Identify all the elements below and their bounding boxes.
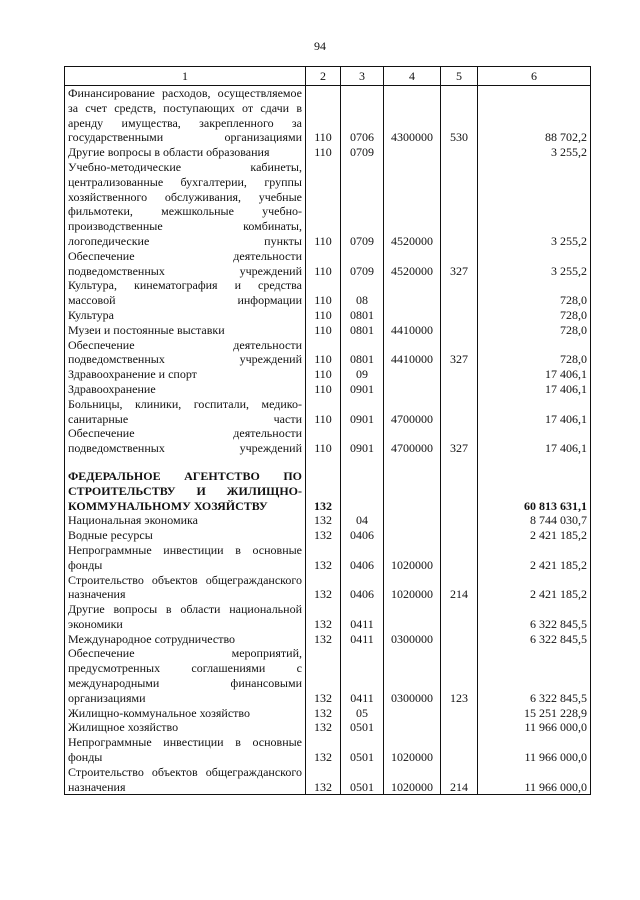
target-code-cell: [384, 513, 441, 528]
name-cell: Другие вопросы в области образования: [65, 145, 306, 160]
table-row: [65, 145, 591, 160]
ministry-code-cell: 110: [306, 397, 341, 427]
name-cell: Больницы, клиники, госпитали, медико-санитарные части: [65, 397, 306, 427]
amount-cell: 11 966 000,0: [478, 735, 591, 765]
target-code-cell: [384, 706, 441, 721]
ministry-code-cell: 110: [306, 160, 341, 249]
table-row: [65, 160, 591, 249]
table-row: [65, 646, 591, 705]
name-cell: Жилищно-коммунальное хозяйство: [65, 706, 306, 721]
section-code-cell: 0406: [341, 573, 384, 603]
name-cell: Культура: [65, 308, 306, 323]
amount-cell: 728,0: [478, 323, 591, 338]
expense-type-cell: 530: [441, 86, 478, 146]
ministry-code-cell: 132: [306, 513, 341, 528]
spacer-cell: [441, 456, 478, 469]
section-code-cell: 09: [341, 367, 384, 382]
target-code-cell: [384, 145, 441, 160]
table-row: [65, 735, 591, 765]
amount-cell: 6 322 845,5: [478, 632, 591, 647]
target-code-cell: 4410000: [384, 338, 441, 368]
target-code-cell: [384, 278, 441, 308]
ministry-code-cell: 132: [306, 632, 341, 647]
ministry-code-cell: 132: [306, 646, 341, 705]
ministry-code-cell: 132: [306, 469, 341, 513]
table-row: [65, 528, 591, 543]
amount-cell: 3 255,2: [478, 160, 591, 249]
name-cell: Культура, кинематография и средства массовой информации: [65, 278, 306, 308]
expense-type-cell: [441, 602, 478, 632]
section-code-cell: 0411: [341, 632, 384, 647]
name-cell: Международное сотрудничество: [65, 632, 306, 647]
target-code-cell: 4700000: [384, 397, 441, 427]
ministry-code-cell: 110: [306, 86, 341, 146]
name-cell: Жилищное хозяйство: [65, 720, 306, 735]
page-number: 94: [314, 39, 326, 53]
expense-type-cell: [441, 367, 478, 382]
expense-type-cell: 214: [441, 765, 478, 795]
table-row: [65, 86, 591, 146]
table-row: [65, 543, 591, 573]
amount-cell: 728,0: [478, 278, 591, 308]
section-code-cell: 08: [341, 278, 384, 308]
ministry-code-cell: 132: [306, 706, 341, 721]
section-code-cell: 0501: [341, 735, 384, 765]
expense-type-cell: 327: [441, 338, 478, 368]
name-cell: ФЕДЕРАЛЬНОЕ АГЕНТСТВО ПО СТРОИТЕЛЬСТВУ И ЖИЛИЩНО-КОММУНАЛЬНОМУ ХОЗЯЙСТВУ: [65, 469, 306, 513]
table-row: [65, 323, 591, 338]
expense-type-cell: 123: [441, 646, 478, 705]
name-cell: Непрограммные инвестиции в основные фонды: [65, 543, 306, 573]
table-row: [65, 426, 591, 456]
name-cell: Здравоохранение и спорт: [65, 367, 306, 382]
name-cell: Обеспечение деятельности подведомственных учреждений: [65, 249, 306, 279]
expense-type-cell: 327: [441, 249, 478, 279]
header-col-2: 2: [306, 67, 341, 86]
name-cell: Строительство объектов общегражданского назначения: [65, 573, 306, 603]
expense-type-cell: [441, 543, 478, 573]
section-code-cell: 0801: [341, 323, 384, 338]
ministry-code-cell: 132: [306, 573, 341, 603]
expense-type-cell: [441, 469, 478, 513]
expense-type-cell: [441, 397, 478, 427]
expense-type-cell: [441, 278, 478, 308]
target-code-cell: [384, 382, 441, 397]
expense-type-cell: [441, 382, 478, 397]
name-cell: Строительство объектов общегражданского назначения: [65, 765, 306, 795]
section-code-cell: 0801: [341, 338, 384, 368]
expense-type-cell: [441, 160, 478, 249]
expense-type-cell: [441, 308, 478, 323]
amount-cell: 88 702,2: [478, 86, 591, 146]
header-col-1: 1: [65, 67, 306, 86]
amount-cell: 8 744 030,7: [478, 513, 591, 528]
spacer-cell: [306, 456, 341, 469]
header-col-4: 4: [384, 67, 441, 86]
section-code-cell: 0501: [341, 765, 384, 795]
section-code-cell: 0709: [341, 145, 384, 160]
amount-cell: 728,0: [478, 338, 591, 368]
section-row: [65, 469, 591, 513]
expense-type-cell: 327: [441, 426, 478, 456]
target-code-cell: 4520000: [384, 249, 441, 279]
table-row: [65, 308, 591, 323]
amount-cell: 3 255,2: [478, 249, 591, 279]
target-code-cell: 1020000: [384, 735, 441, 765]
spacer-cell: [65, 456, 306, 469]
expense-type-cell: [441, 735, 478, 765]
table-row: [65, 706, 591, 721]
target-code-cell: [384, 469, 441, 513]
table-row: [65, 397, 591, 427]
ministry-code-cell: 110: [306, 426, 341, 456]
table-row: [65, 382, 591, 397]
amount-cell: 11 966 000,0: [478, 720, 591, 735]
section-code-cell: 0901: [341, 382, 384, 397]
section-code-cell: 0501: [341, 720, 384, 735]
amount-cell: 17 406,1: [478, 397, 591, 427]
ministry-code-cell: 110: [306, 308, 341, 323]
budget-table: [64, 66, 591, 795]
header-col-6: 6: [478, 67, 591, 86]
table-row: [65, 602, 591, 632]
ministry-code-cell: 110: [306, 249, 341, 279]
name-cell: Обеспечение мероприятий, предусмотренных соглашениями с международными финансовыми организациями: [65, 646, 306, 705]
target-code-cell: 4700000: [384, 426, 441, 456]
target-code-cell: 4300000: [384, 86, 441, 146]
name-cell: Музеи и постоянные выставки: [65, 323, 306, 338]
ministry-code-cell: 110: [306, 278, 341, 308]
table-row: [65, 513, 591, 528]
section-code-cell: 0709: [341, 160, 384, 249]
section-code-cell: 0406: [341, 528, 384, 543]
section-code-cell: 0801: [341, 308, 384, 323]
ministry-code-cell: 110: [306, 367, 341, 382]
section-code-cell: 0406: [341, 543, 384, 573]
ministry-code-cell: 132: [306, 720, 341, 735]
ministry-code-cell: 132: [306, 543, 341, 573]
expense-type-cell: [441, 528, 478, 543]
ministry-code-cell: 132: [306, 528, 341, 543]
table-row: [65, 367, 591, 382]
name-cell: Другие вопросы в области национальной экономики: [65, 602, 306, 632]
amount-cell: 728,0: [478, 308, 591, 323]
table-header: [65, 67, 591, 86]
ministry-code-cell: 132: [306, 602, 341, 632]
amount-cell: 6 322 845,5: [478, 646, 591, 705]
target-code-cell: 1020000: [384, 543, 441, 573]
spacer-row: [65, 456, 591, 469]
expense-type-cell: [441, 145, 478, 160]
expense-type-cell: [441, 632, 478, 647]
target-code-cell: 1020000: [384, 573, 441, 603]
table-row: [65, 573, 591, 603]
amount-cell: 60 813 631,1: [478, 469, 591, 513]
section-code-cell: 0709: [341, 249, 384, 279]
amount-cell: 11 966 000,0: [478, 765, 591, 795]
target-code-cell: [384, 602, 441, 632]
spacer-cell: [384, 456, 441, 469]
table-row: [65, 278, 591, 308]
amount-cell: 17 406,1: [478, 382, 591, 397]
target-code-cell: [384, 720, 441, 735]
spacer-cell: [341, 456, 384, 469]
section-code-cell: 0411: [341, 602, 384, 632]
name-cell: Здравоохранение: [65, 382, 306, 397]
name-cell: Финансирование расходов, осуществляемое за счет средств, поступающих от сдачи в аренду имущества, закрепленного за государственными организациями: [65, 86, 306, 146]
section-code-cell: 0901: [341, 397, 384, 427]
expense-type-cell: [441, 323, 478, 338]
section-code-cell: 05: [341, 706, 384, 721]
section-code-cell: 0901: [341, 426, 384, 456]
target-code-cell: [384, 308, 441, 323]
table-row: [65, 720, 591, 735]
expense-type-cell: [441, 720, 478, 735]
spacer-cell: [478, 456, 591, 469]
name-cell: Непрограммные инвестиции в основные фонды: [65, 735, 306, 765]
ministry-code-cell: 110: [306, 323, 341, 338]
target-code-cell: 4520000: [384, 160, 441, 249]
table-row: [65, 249, 591, 279]
table-row: [65, 632, 591, 647]
table-row: [65, 765, 591, 795]
expense-type-cell: 214: [441, 573, 478, 603]
name-cell: Обеспечение деятельности подведомственных учреждений: [65, 338, 306, 368]
header-col-5: 5: [441, 67, 478, 86]
expense-type-cell: [441, 513, 478, 528]
target-code-cell: 1020000: [384, 765, 441, 795]
target-code-cell: [384, 367, 441, 382]
section-code-cell: [341, 469, 384, 513]
header-col-3: 3: [341, 67, 384, 86]
amount-cell: 2 421 185,2: [478, 573, 591, 603]
section-code-cell: 0411: [341, 646, 384, 705]
amount-cell: 17 406,1: [478, 426, 591, 456]
table-body: [65, 86, 591, 795]
target-code-cell: 0300000: [384, 632, 441, 647]
ministry-code-cell: 110: [306, 382, 341, 397]
amount-cell: 2 421 185,2: [478, 528, 591, 543]
target-code-cell: [384, 528, 441, 543]
name-cell: Водные ресурсы: [65, 528, 306, 543]
name-cell: Национальная экономика: [65, 513, 306, 528]
amount-cell: 3 255,2: [478, 145, 591, 160]
ministry-code-cell: 132: [306, 765, 341, 795]
ministry-code-cell: 110: [306, 338, 341, 368]
expense-type-cell: [441, 706, 478, 721]
table-row: [65, 338, 591, 368]
target-code-cell: 4410000: [384, 323, 441, 338]
ministry-code-cell: 110: [306, 145, 341, 160]
amount-cell: 2 421 185,2: [478, 543, 591, 573]
ministry-code-cell: 132: [306, 735, 341, 765]
amount-cell: 6 322 845,5: [478, 602, 591, 632]
section-code-cell: 04: [341, 513, 384, 528]
amount-cell: 15 251 228,9: [478, 706, 591, 721]
name-cell: Учебно-методические кабинеты, централизованные бухгалтерии, группы хозяйственного обслуживания, учебные фильмотеки, межшкольные учебно-производственные комбинаты, логопедические пункты: [65, 160, 306, 249]
target-code-cell: 0300000: [384, 646, 441, 705]
name-cell: Обеспечение деятельности подведомственных учреждений: [65, 426, 306, 456]
section-code-cell: 0706: [341, 86, 384, 146]
amount-cell: 17 406,1: [478, 367, 591, 382]
